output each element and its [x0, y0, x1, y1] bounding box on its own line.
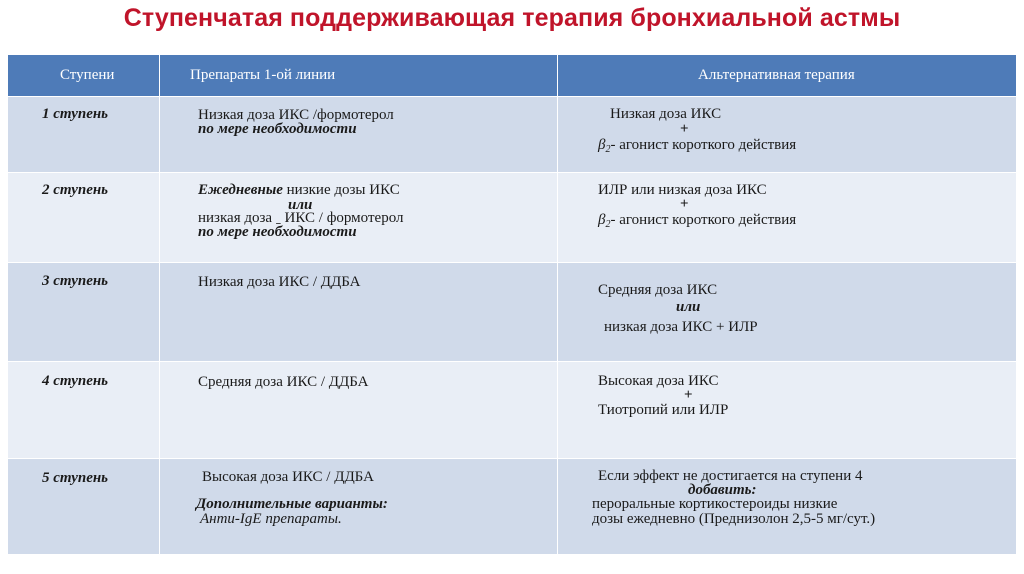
first-line-text: низкая доза ˍ ИКС / формотерол — [198, 210, 404, 226]
alt-text: Средняя доза ИКС — [598, 282, 718, 298]
plus-sign: + — [680, 196, 689, 212]
first-line-text: Ежедневные низкие дозы ИКС — [198, 182, 400, 198]
page-title: Ступенчатая поддерживающая терапия бронхиальной астмы — [123, 4, 901, 32]
header-steps: Ступени — [60, 67, 115, 83]
alt-text: низкая доза ИКС + ИЛР — [604, 319, 758, 335]
first-line-text: Низкая доза ИКС /формотерол — [198, 107, 394, 123]
alt-text: ИЛР или низкая доза ИКС — [598, 182, 767, 198]
additional-options-text: Анти-IgE препараты. — [200, 511, 342, 527]
first-line-text: Высокая доза ИКС / ДДБА — [202, 469, 374, 485]
first-line-note: по мере необходимости — [198, 224, 357, 240]
therapy-table — [8, 55, 1016, 555]
table-header — [8, 55, 1016, 97]
alt-text: пероральные кортикостероиды низкие — [592, 496, 838, 512]
additional-options-label: Дополнительные варианты: — [196, 496, 388, 512]
table-row — [8, 459, 1016, 555]
first-line-text: Низкая доза ИКС / ДДБА — [198, 274, 361, 290]
alt-text: Тиотропий или ИЛР — [598, 402, 729, 418]
step-label: 5 ступень — [42, 470, 109, 486]
alt-text: $\beta_2-$ агонист короткого действия — [598, 212, 797, 230]
alt-text: Низкая доза ИКС — [610, 106, 722, 122]
header-first-line: Препараты 1-ой линии — [190, 67, 336, 83]
header-alternative: Альтернативная терапия — [698, 67, 855, 83]
first-line-note: по мере необходимости — [198, 121, 357, 137]
or-label: или — [676, 299, 701, 315]
table-row — [8, 97, 1016, 173]
step-label: 4 ступень — [42, 373, 109, 389]
step-label: 3 ступень — [42, 273, 109, 289]
alt-text: Если эффект не достигается на ступени 4 — [598, 468, 863, 484]
alt-text: Высокая доза ИКС — [598, 373, 719, 389]
plus-sign: + — [680, 121, 689, 137]
table-row — [8, 362, 1016, 459]
add-label: добавить: — [688, 482, 757, 498]
table-row — [8, 173, 1016, 263]
or-label: или — [288, 197, 313, 213]
alt-text: $\beta_2-$ агонист короткого действия — [598, 137, 797, 155]
step-label: 2 ступень — [42, 182, 109, 198]
alt-text: дозы ежедневно (Преднизолон 2,5-5 мг/сут.) — [592, 511, 876, 527]
plus-sign: + — [684, 387, 693, 403]
table-row — [8, 263, 1016, 362]
first-line-text: Средняя доза ИКС / ДДБА — [198, 374, 369, 390]
step-label: 1 ступень — [42, 106, 109, 122]
